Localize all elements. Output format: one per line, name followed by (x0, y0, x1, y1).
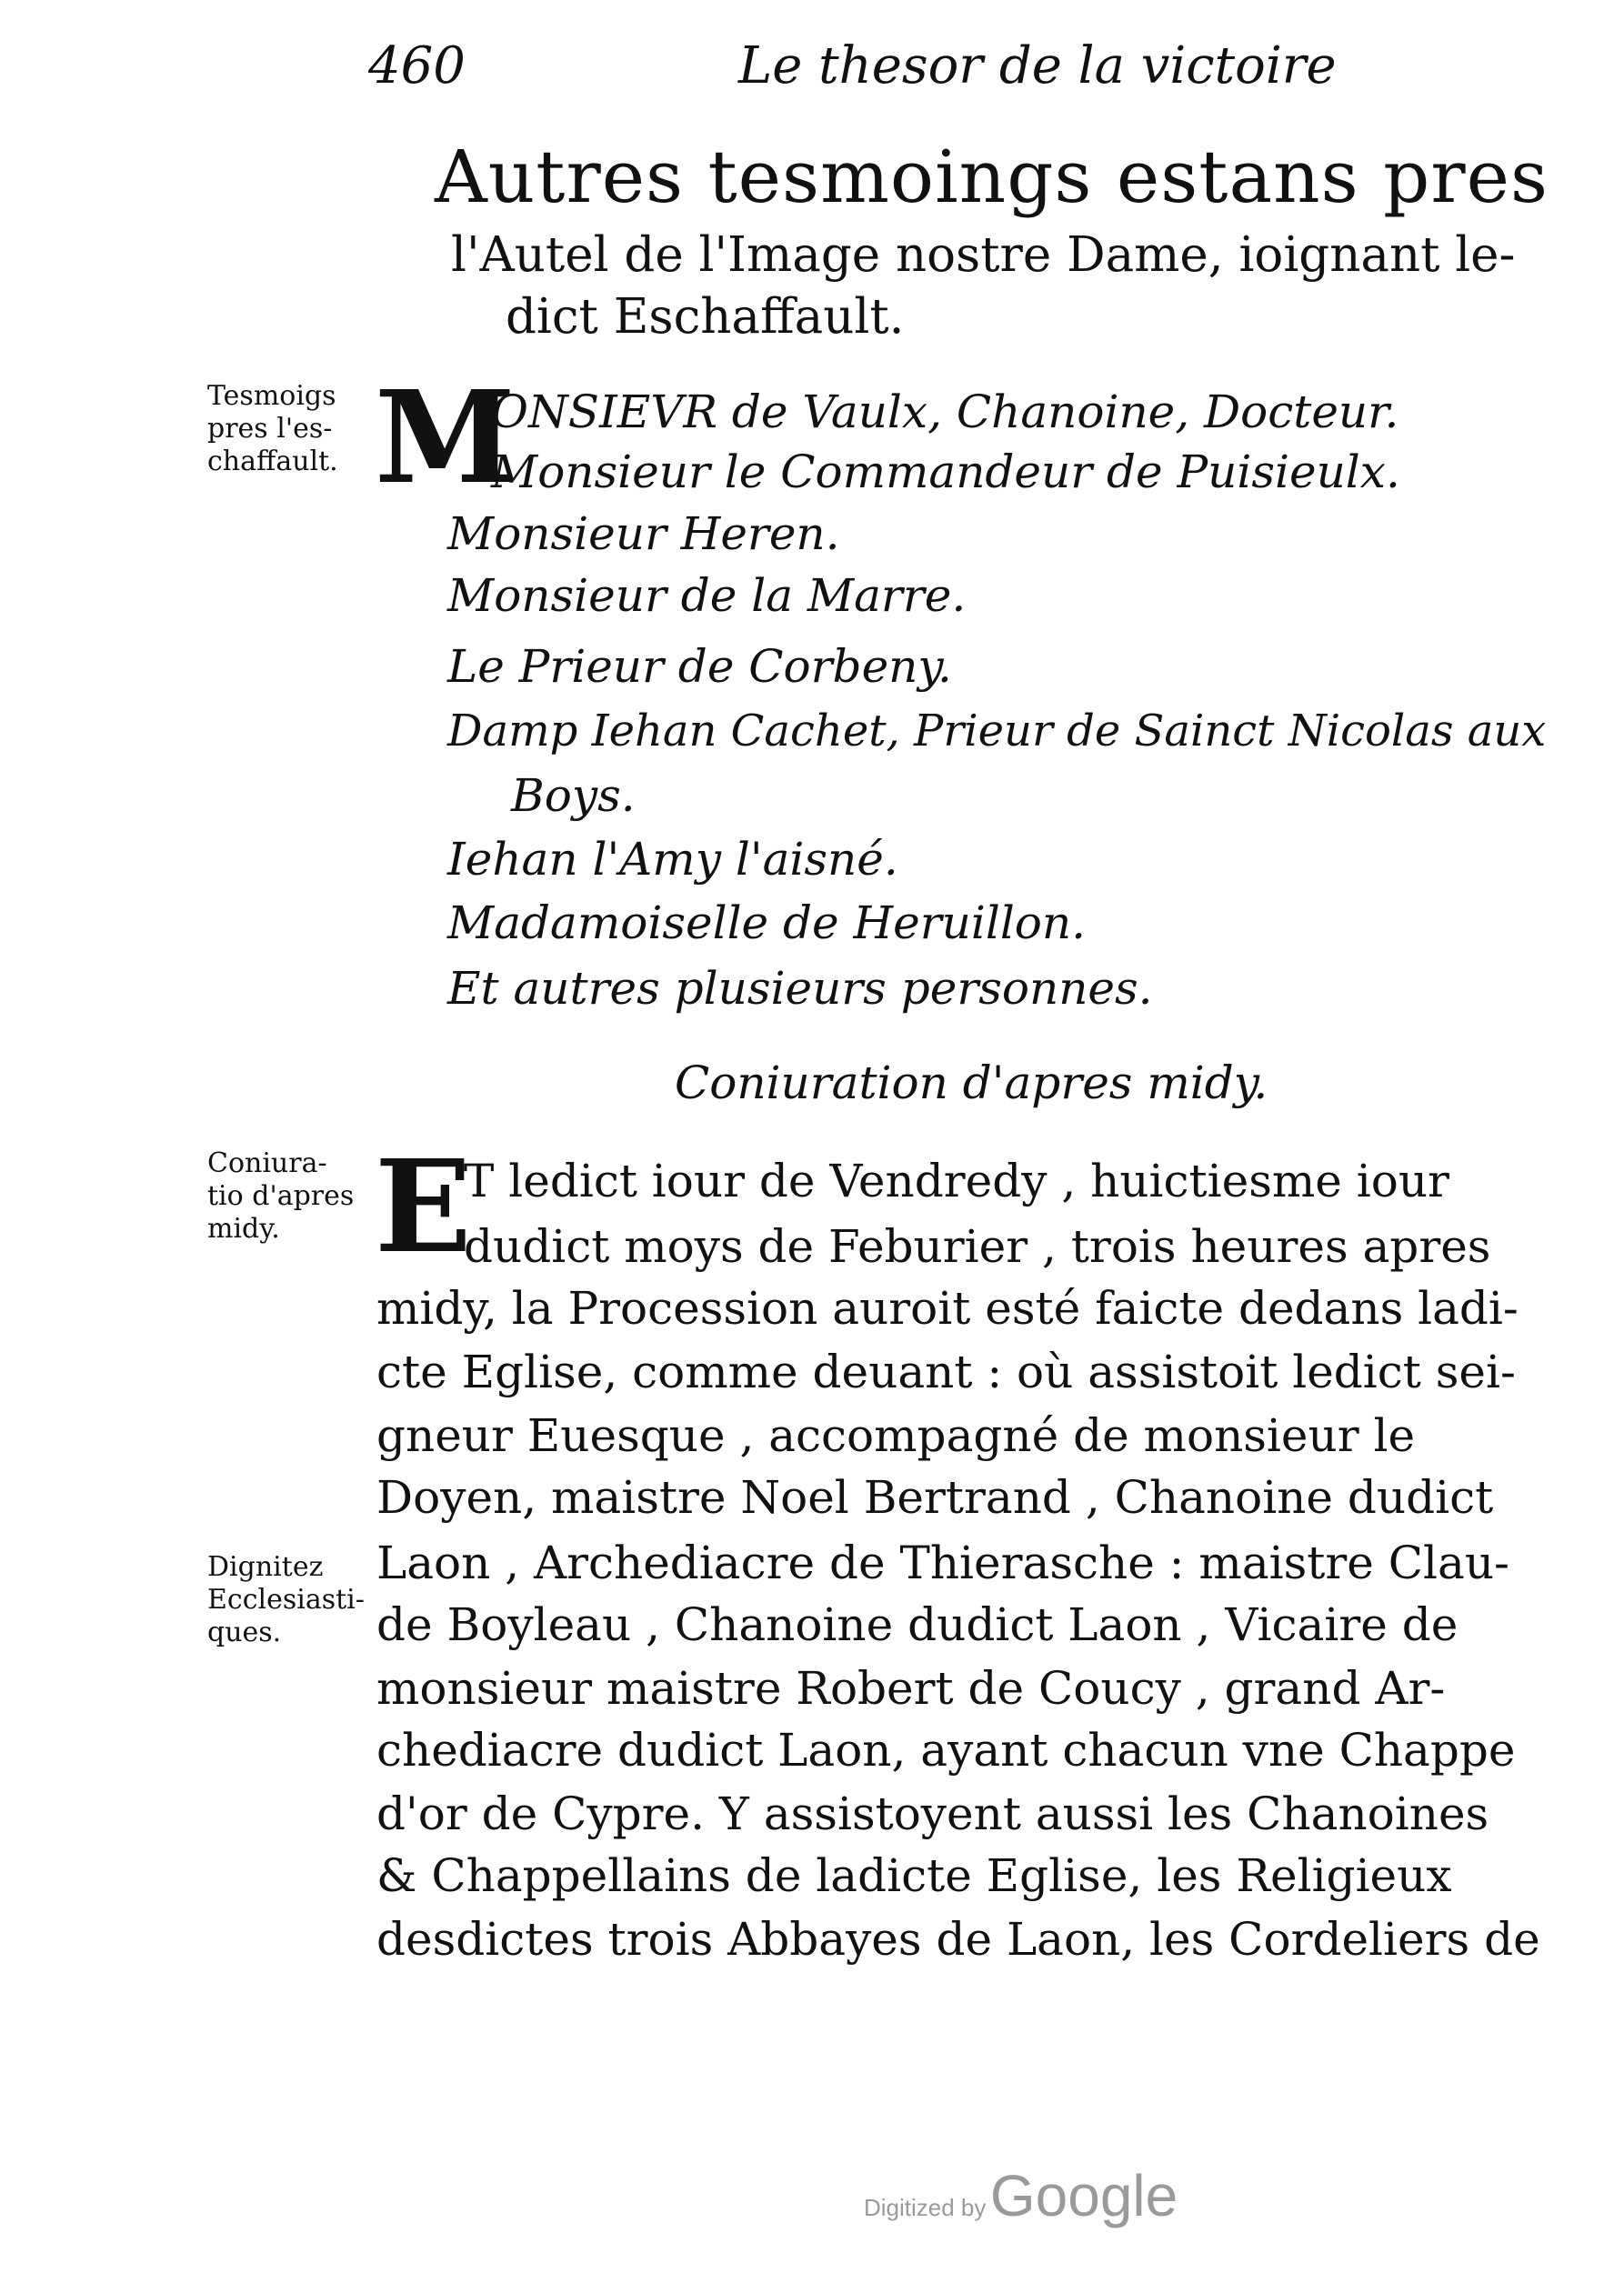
body-line: midy, la Procession auroit esté faicte dedans ladi- (376, 1282, 1519, 1335)
margin-note-line: chaffault. (207, 446, 338, 477)
body-line: dudict moys de Feburier , trois heures apres (464, 1220, 1491, 1273)
witness-entry: Damp Iehan Cachet, Prieur de Sainct Nicolas aux (447, 706, 1547, 756)
margin-note-witnesses (207, 380, 366, 478)
witness-entry: Le Prieur de Corbeny. (447, 640, 952, 693)
dropcap-e: E (375, 1133, 472, 1282)
margin-note-line: ques. (207, 1617, 282, 1648)
body-line: gneur Euesque , accompagné de monsieur le (376, 1409, 1416, 1462)
body-line: de Boyleau , Chanoine dudict Laon , Vicaire de (376, 1598, 1459, 1651)
margin-note-line: Tesmoigs (207, 380, 336, 412)
margin-note-line: Coniura- (207, 1147, 327, 1179)
body-line: chediacre dudict Laon, ayant chacun vne Chappe (376, 1724, 1516, 1777)
body-line: Doyen, maistre Noel Bertrand , Chanoine dudict (376, 1471, 1494, 1524)
body-line: cte Eglise, comme deuant : où assistoit ledict sei- (376, 1346, 1516, 1398)
digitized-watermark (864, 2162, 1178, 2229)
margin-note-line: tio d'apres (207, 1180, 355, 1212)
body-line: monsieur maistre Robert de Coucy , grand Ar- (376, 1662, 1446, 1715)
google-logo: Google (989, 2163, 1178, 2228)
witness-entry: Monsieur Heren. (447, 507, 840, 560)
page-number: 460 (368, 36, 466, 95)
margin-note-conjuration (207, 1147, 366, 1246)
body-line: desdictes trois Abbayes de Laon, les Cordeliers de (376, 1913, 1540, 1966)
margin-note-line: Dignitez (207, 1551, 324, 1583)
witness-entry: Monsieur de la Marre. (447, 569, 967, 622)
running-title: Le thesor de la victoire (738, 36, 1337, 95)
body-line: & Chappellains de ladicte Eglise, les Religieux (376, 1849, 1452, 1902)
section-subtitle-line: l'Autel de l'Image nostre Dame, ioignant le- (451, 227, 1516, 283)
witness-second-line: Monsieur le Commandeur de Puisieulx. (491, 446, 1400, 498)
conjuration-heading: Coniuration d'apres midy. (675, 1056, 1268, 1109)
margin-note-dignitaries (207, 1551, 366, 1649)
witness-first-line: ONSIEVR de Vaulx, Chanoine, Docteur. (491, 386, 1399, 438)
witness-entry: Madamoiselle de Heruillon. (447, 896, 1087, 949)
margin-note-line: pres l'es- (207, 413, 333, 445)
body-line: T ledict iour de Vendredy , huictiesme iour (464, 1155, 1449, 1207)
digitized-by-text: Digitized by (864, 2194, 987, 2221)
dropcap-m: M (375, 364, 516, 513)
body-line: d'or de Cypre. Y assistoyent aussi les Chanoines (376, 1787, 1489, 1840)
margin-note-line: midy. (207, 1213, 280, 1245)
witness-entry: Iehan l'Amy l'aisné. (447, 833, 898, 886)
body-line: Laon , Archediacre de Thierasche : maistre Clau- (376, 1537, 1509, 1589)
margin-note-line: Ecclesiasti- (207, 1584, 365, 1616)
section-title: Autres tesmoings estans pres (435, 135, 1549, 219)
witness-entry: Et autres plusieurs personnes. (447, 962, 1153, 1015)
witness-entry: Boys. (511, 769, 636, 822)
section-subtitle-line: dict Eschaffault. (506, 289, 905, 345)
